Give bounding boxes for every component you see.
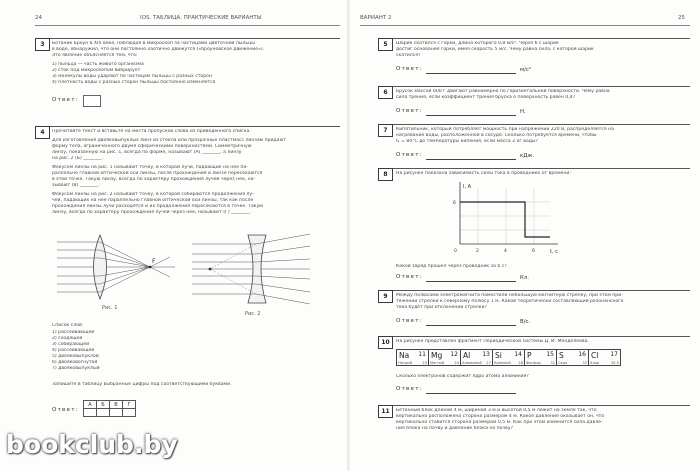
q4-line: прохождения линзы лучи расходятся и их продолжения пересекаются в точке. Такую [52,204,264,209]
atomic-number: 14 [514,351,522,358]
q3-line: Ботаник Броун в XIX веке, наблюдая в микроскоп за частицами цветочной пыльцы [52,41,255,46]
element-cell [461,350,493,366]
y-axis-label: I, А [463,184,472,190]
question-rule [393,405,690,406]
q11-line: Бетонный блок длиной 4 м, шириной 3 м и высотой 0,5 м лежит на земле так, что [396,408,597,413]
watermark-logo: bookclub.by [6,430,178,459]
table-header: В [110,401,123,409]
word-list-item: 7) двояковыпуклый [52,366,100,371]
answer-label: Ответ: [396,108,423,114]
running-head-right: ВАРИАНТ 2 [360,15,392,21]
q4-line: форму тела, ограниченного двумя сферическими поверхностями. Симметричную [52,144,252,149]
running-head-left: IOS. ТАБЛИЦА. ПРАКТИЧЕСКИЕ ВАРИАНТЫ [140,15,262,21]
answer-line[interactable] [426,393,516,394]
q11-line: вертикально ставится сторона размером 0,5 м. Как при этом изменится сила давле- [396,420,603,425]
graph-grid [460,188,550,244]
q4-line: зывают (В) ________. [52,183,100,188]
table-header: Б [97,401,110,409]
q4-line: Фокусом линзы на рис. 1 называют точку, в которой лучи, падающие на неё па- [52,165,248,170]
q4-line: Для изготовления двояковыпуклых линз из стекла или прозрачных пластмасс линзам придают [52,138,287,143]
q4-line: на рис. 2 (Б) ________. [52,156,104,161]
answer-cell[interactable] [123,409,136,417]
element-cell [429,350,461,366]
q9-line: Между полюсами электромагнита поместили небольшую магнитную стрелку, при этом при- [396,293,623,298]
q6-line: сила трения, если коэффициент трения бруска о поверхность равен 0,4? [396,95,576,100]
element-symbol: Cl [591,351,599,360]
current-time-graph [450,180,570,260]
q4-line: линзу, показанную на рис. 1, всегда по форме, называют (А) ________, а линзу [52,150,242,155]
q3-option: 1) пыльца — часть живого организма [52,62,144,67]
word-list-item: 3) собирающей [52,342,90,347]
question-number-7: 7 [378,124,393,137]
focus-label: F [152,258,156,265]
element-symbol: Na [399,351,410,360]
q4-line: Фокусом линзы на рис. 2 называют точку, в которой собираются продолжения лу- [52,192,254,197]
question-number-4: 4 [35,126,50,139]
word-list-item: 1) рассеивающей [52,330,95,335]
element-cell [493,350,525,366]
header-rule [360,25,690,26]
answer-label: Ответ: [396,152,423,158]
element-name: Кремний [494,361,511,365]
answer-cell[interactable] [97,409,110,417]
q4-line: линзу, всегда по характеру прохождения лучей через неё, называют (Г) ________. [52,210,251,215]
answer-table [83,400,136,417]
answer-cell[interactable] [84,409,97,417]
element-symbol: Si [495,351,502,360]
element-cell [557,350,589,366]
q3-line: в воде, обнаружил, что они постоянно хаотично движутся («броуновское движение»). [52,47,265,52]
element-name: Алюминий [462,361,482,365]
q11-line: вертикально расположена сторона размером 4 м. Какое давление оказывает он, что [396,414,605,419]
x-tick-label: 4 [504,249,507,254]
word-list-title: Список слов: [52,323,84,328]
header-rule [35,25,340,26]
question-number-3: 3 [35,38,50,51]
answer-unit: В/с. [520,319,531,325]
word-list-item: 4) рассеивающей [52,348,95,353]
x-tick-label: 0 [454,249,457,254]
question-rule [50,38,340,39]
element-name: Натрий [398,361,412,365]
question-rule [393,124,690,125]
page-number-right: 25 [678,15,685,21]
answer-line[interactable] [426,325,516,326]
question-number-11: 11 [378,405,393,418]
atomic-number: 12 [450,351,458,358]
table-header: А [84,401,97,409]
element-symbol: P [527,351,532,360]
question-rule [393,168,690,169]
q4-line: в этой точке. Такую линзу, всегда по характеру прохождения лучей через неё, на- [52,177,256,182]
q3-option: 3) молекулы воды ударяют по частицам пыльцы с разных сторон [52,74,212,79]
q5-line: Шарик скатился с горки, длина которого 0,8 м/с². Через 6 с шарик [396,41,559,46]
q7-line: Кипятильник, который потребляет мощность при напряжении 220 В, распределяется на [396,127,614,132]
figure-caption: Рис. 1 [102,305,118,311]
q4-line: чей, падающих на неё параллельно главной оптической оси линзы, так как после [52,198,254,203]
atomic-number: 11 [418,351,426,358]
question-rule [393,336,690,337]
q10-line: На рисунке представлен фрагмент Периодической системы Д. И. Менделеева. [396,339,589,344]
q5-line: скатился? [396,53,421,58]
q3-line: Это явление объясняется тем, что: [52,53,138,58]
element-cell [589,350,621,366]
answer-line[interactable] [426,159,516,160]
question-rule [393,290,690,291]
q8-question: Какой заряд прошёл через проводник за 6 с? [396,264,507,269]
q5-line: достиг основания горки, имея скорость 5 м/с. Чему равна сила, с которой шарик [396,47,594,52]
question-number-8: 8 [378,168,393,181]
q7-line: нагревание воды, расположенной в сосуде. Сколько потребуется времени, чтобы [396,133,597,138]
question-rule [50,126,340,127]
element-cell [525,350,557,366]
question-number-6: 6 [378,86,393,99]
focus-point [149,266,152,269]
atomic-mass: 23 [422,361,427,365]
question-number-9: 9 [378,290,393,303]
q10-question: Сколько электронов содержит ядро атома алюминия? [396,374,529,379]
element-cell [397,350,429,366]
question-rule [393,38,690,39]
answer-label: Ответ: [396,318,423,324]
answer-unit: м/с² [520,67,532,73]
current-curve [460,202,550,237]
atomic-mass: 27 [486,361,491,365]
q4-line: раллельно главной оптической оси линзы, после прохождения и линзе пересекаются [52,171,263,176]
q6-line: Брусок массой 600 г двигают равномерно по горизонтальной поверхности. Чему равна [396,89,610,94]
atomic-number: 13 [482,351,490,358]
element-symbol: S [559,351,564,360]
x-tick-label: 6 [532,249,535,254]
atomic-mass: 32 [582,361,587,365]
periodic-table-fragment [396,349,621,366]
element-name: Сера [558,361,568,365]
atomic-number: 15 [546,351,554,358]
word-list-item: 5) двояковыпуклой [52,354,99,359]
answer-line[interactable] [426,73,516,74]
y-tick-label: 6 [453,201,456,206]
right-page [350,0,700,471]
answer-cell[interactable] [110,409,123,417]
figure-caption: Рис. 2 [245,311,261,317]
q8-line: На рисунке показана зависимость силы тока в проводнике от времени: [396,171,571,176]
answer-unit: Кл. [520,275,529,281]
element-name: Хлор [590,361,600,365]
q7-line: t₁ = 80°С до температуры кипения, если масса 2 кг воды? [396,139,538,144]
atomic-number: 17 [610,351,618,358]
q4-line: Прочитайте текст и вставьте на места пропусков слова из приведённого списка. [52,129,251,134]
table-header: Г [123,401,136,409]
q3-option: 4) плотность воды с разных сторон пыльцы постоянно изменяется [52,80,216,85]
answer-label: Ответ: [396,274,423,280]
converging-lens-figure [55,232,180,302]
table-instruction: Запишите в таблицу выбранные цифры под соответствующими буквами. [52,382,232,387]
page-number-left: 24 [35,15,42,21]
atomic-mass: 28 [518,361,523,365]
atomic-mass: 35,5 [610,361,619,365]
answer-line[interactable] [426,281,516,282]
element-name: Магний [430,361,445,365]
atomic-mass: 24 [454,361,459,365]
answer-unit: Н. [520,109,526,115]
answer-line[interactable] [426,115,516,116]
focus-point [209,268,212,271]
answer-box[interactable] [83,95,101,107]
x-tick-label: 2 [476,249,479,254]
q9-line: тяжении стрелки к северному полюсу 1 м. Какой теоретически составляющий резонансного [396,299,624,304]
element-symbol: Mg [431,351,443,360]
question-number-5: 5 [378,38,393,51]
x-axis-label: t, с [550,249,558,255]
answer-label: Ответ: [52,97,79,103]
element-name: Фосфор [526,361,541,365]
question-rule [393,86,690,87]
atomic-number: 16 [578,351,586,358]
word-list-item: 2) сходящей [52,336,83,341]
question-number-10: 10 [378,336,393,349]
answer-label: Ответ: [396,386,423,392]
answer-label: Ответ: [52,407,79,413]
q9-line: тока будет при отклонении стрелки? [396,305,487,310]
atomic-mass: 31 [550,361,555,365]
word-list-item: 6) двояковогнутой [52,360,98,365]
q3-option: 2) сток под микроскопом вибрирует [52,68,141,73]
answer-unit: кДж. [520,153,535,159]
answer-label: Ответ: [396,66,423,72]
diverging-lens-figure [190,232,315,307]
element-symbol: Al [463,351,471,360]
convex-lens [94,235,107,299]
q11-line: ния блока на почву и давление блока на почву? [396,426,514,431]
